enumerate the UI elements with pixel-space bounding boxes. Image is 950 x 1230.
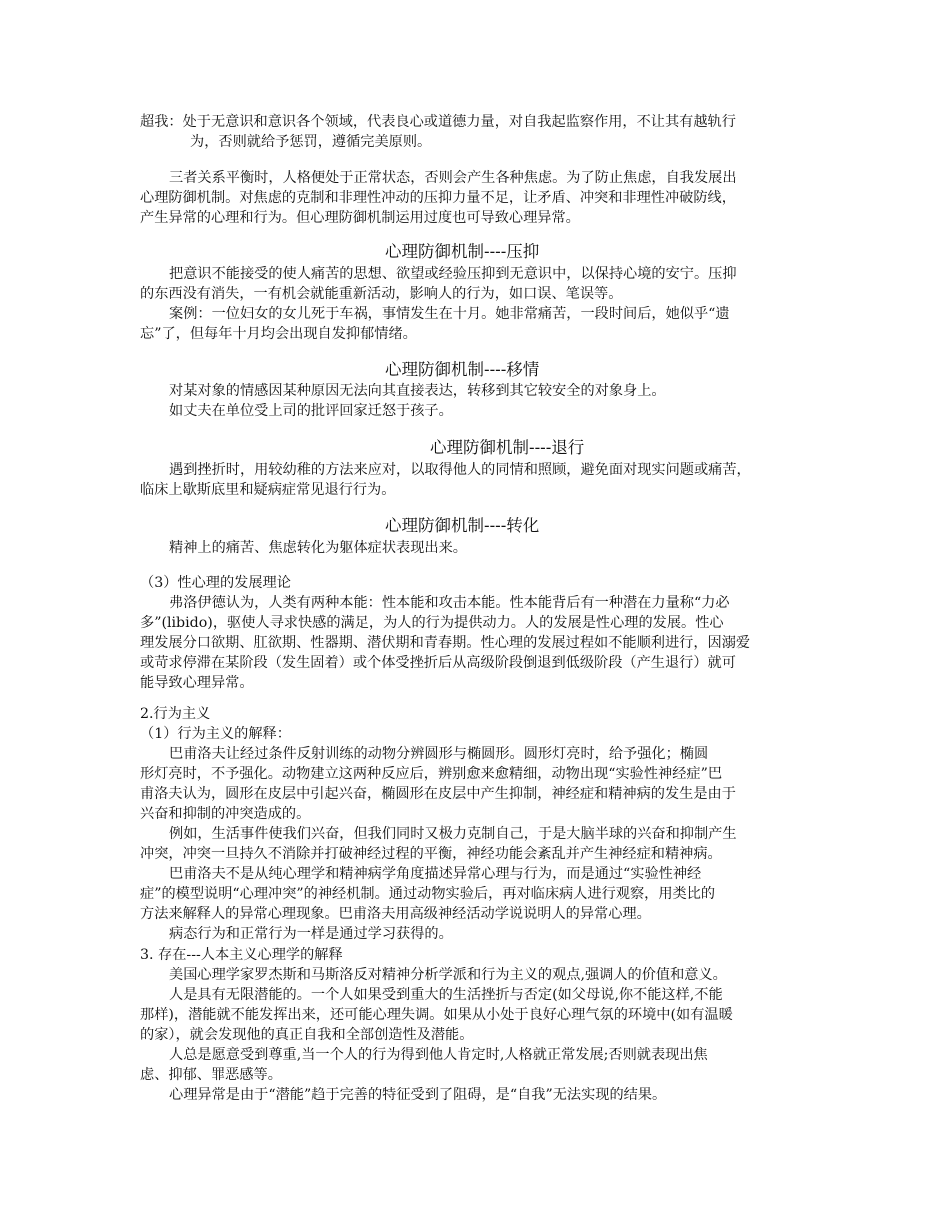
text-line: 临床上歇斯底里和疑病症常见退行行为。: [140, 482, 396, 498]
displacement-paragraph: [140, 381, 820, 421]
superego-paragraph: [140, 112, 820, 152]
text-line: 巴甫洛夫让经过条件反射训练的动物分辨圆形与椭圆形。圆形灯亮时，给予强化；椭圆: [169, 746, 709, 762]
text-line: 心理异常是由于“潜能”趋于完善的特征受到了阻碍，是“自我”无法实现的结果。: [169, 1087, 667, 1103]
section-heading: 心理防御机制----压抑: [385, 242, 540, 261]
text-line: 形灯亮时，不予强化。动物建立这两种反应后，辨别愈来愈精细，动物出现“实验性神经症”巴: [140, 766, 723, 782]
text-line: 那样)，潜能就不能发挥出来，还可能心理失调。如果从小处于良好心理气氛的环境中(如有温暖: [140, 1007, 733, 1023]
text-line: 美国心理学家罗杰斯和马斯洛反对精神分析学派和行为主义的观点,强调人的价值和意义。: [169, 967, 727, 983]
repression-paragraph: [140, 264, 820, 344]
section-heading: 心理防御机制----转化: [385, 516, 540, 535]
text-line: 精神上的痛苦、焦虑转化为躯体症状表现出来。: [169, 540, 467, 556]
text-line: 理发展分口欲期、肛欲期、性器期、潜伏期和青春期。性心理的发展过程如不能顺利进行，因溺爱: [140, 635, 751, 651]
section-heading: 心理防御机制----退行: [430, 438, 585, 457]
subsection-heading: （3）性心理的发展理论: [140, 575, 291, 591]
section-heading: 2.行为主义: [140, 706, 211, 722]
text-line: 把意识不能接受的使人痛苦的思想、欲望或经验压抑到无意识中，以保持心境的安宁。压抑: [169, 266, 737, 282]
text-line: 忘”了，但每年十月均会出现自发抑郁情绪。: [140, 326, 417, 342]
section-heading: 心理防御机制----移情: [385, 360, 540, 379]
text-line: 例如，生活事件使我们兴奋，但我们同时又极力克制自己，于是大脑半球的兴奋和抑制产生: [169, 826, 737, 842]
balance-paragraph: [140, 168, 820, 228]
text-line: 的东西没有消失，一有机会就能重新活动，影响人的行为，如口误、笔误等。: [140, 286, 623, 302]
text-line: 能导致心理异常。: [140, 675, 254, 691]
text-line: 心理防御机制。对焦虑的克制和非理性冲动的压抑力量不足，让矛盾、冲突和非理性冲破防线，: [140, 190, 736, 206]
text-line: 如丈夫在单位受上司的批评回家迁怒于孩子。: [169, 403, 453, 419]
behaviorism-section: [140, 704, 820, 944]
text-line: 弗洛伊德认为，人类有两种本能：性本能和攻击本能。性本能背后有一种潜在力量称“力必: [169, 595, 730, 611]
text-line: 案例：一位妇女的女儿死于车祸，事情发生在十月。她非常痛苦，一段时间后，她似乎“遗: [169, 306, 730, 322]
text-line: 产生异常的心理和行为。但心理防御机制运用过度也可导致心理异常。: [140, 210, 580, 226]
text-line: 超我：处于无意识和意识各个领域，代表良心或道德力量，对自我起监察作用，不让其有越轨行: [140, 114, 736, 130]
text-line: 方法来解释人的异常心理现象。巴甫洛夫用高级神经活动学说说明人的异常心理。: [140, 906, 651, 922]
text-line: 人总是愿意受到尊重,当一个人的行为得到他人肯定时,人格就正常发展;否则就表现出焦: [169, 1047, 708, 1063]
conversion-paragraph: [140, 538, 820, 558]
text-line: 遇到挫折时，用较幼稚的方法来应对，以取得他人的同情和照顾，避免面对现实问题或痛苦，: [169, 462, 751, 478]
text-line: 三者关系平衡时，人格便处于正常状态，否则会产生各种焦虑。为了防止焦虑，自我发展出: [169, 170, 737, 186]
psychosexual-section: [140, 573, 820, 693]
text-line: 冲突，冲突一旦持久不消除并打破神经过程的平衡，神经功能会紊乱并产生神经症和精神病。: [140, 846, 722, 862]
text-line: 甫洛夫认为，圆形在皮层中引起兴奋，椭圆形在皮层中产生抑制，神经症和精神病的发生是由于: [140, 786, 736, 802]
text-line: 症”的模型说明“心理冲突”的神经机制。通过动物实验后，再对临床病人进行观察，用类比的: [140, 886, 716, 902]
regression-paragraph: [140, 460, 820, 500]
text-line: 多”(libido)，驱使人寻求快感的满足，为人的行为提供动力。人的发展是性心理的发展。性心: [140, 615, 724, 631]
subsection-heading: （1）行为主义的解释：: [140, 726, 291, 742]
text-line: 或苛求停滞在某阶段（发生固着）或个体受挫折后从高级阶段倒退到低级阶段（产生退行）就可: [140, 655, 736, 671]
text-line: 兴奋和抑制的冲突造成的。: [140, 806, 311, 822]
text-line: 对某对象的情感因某种原因无法向其直接表达，转移到其它较安全的对象身上。: [169, 383, 666, 399]
text-line: 虑、抑郁、罪恶感等。: [140, 1067, 282, 1083]
text-line: 人是具有无限潜能的。一个人如果受到重大的生活挫折与否定(如父母说,你不能这样,不能: [169, 987, 723, 1003]
section-heading: 3. 存在---人本主义心理学的解释: [140, 947, 343, 963]
text-line: 的家），就会发现他的真正自我和全部创造性及潜能。: [140, 1027, 474, 1043]
text-line: 为，否则就给予惩罚，遵循完美原则。: [190, 134, 432, 150]
humanism-section: [140, 945, 820, 1105]
text-line: 巴甫洛夫不是从纯心理学和精神病学角度描述异常心理与行为，而是通过“实验性神经: [169, 866, 702, 882]
text-line: 病态行为和正常行为一样是通过学习获得的。: [169, 926, 453, 942]
